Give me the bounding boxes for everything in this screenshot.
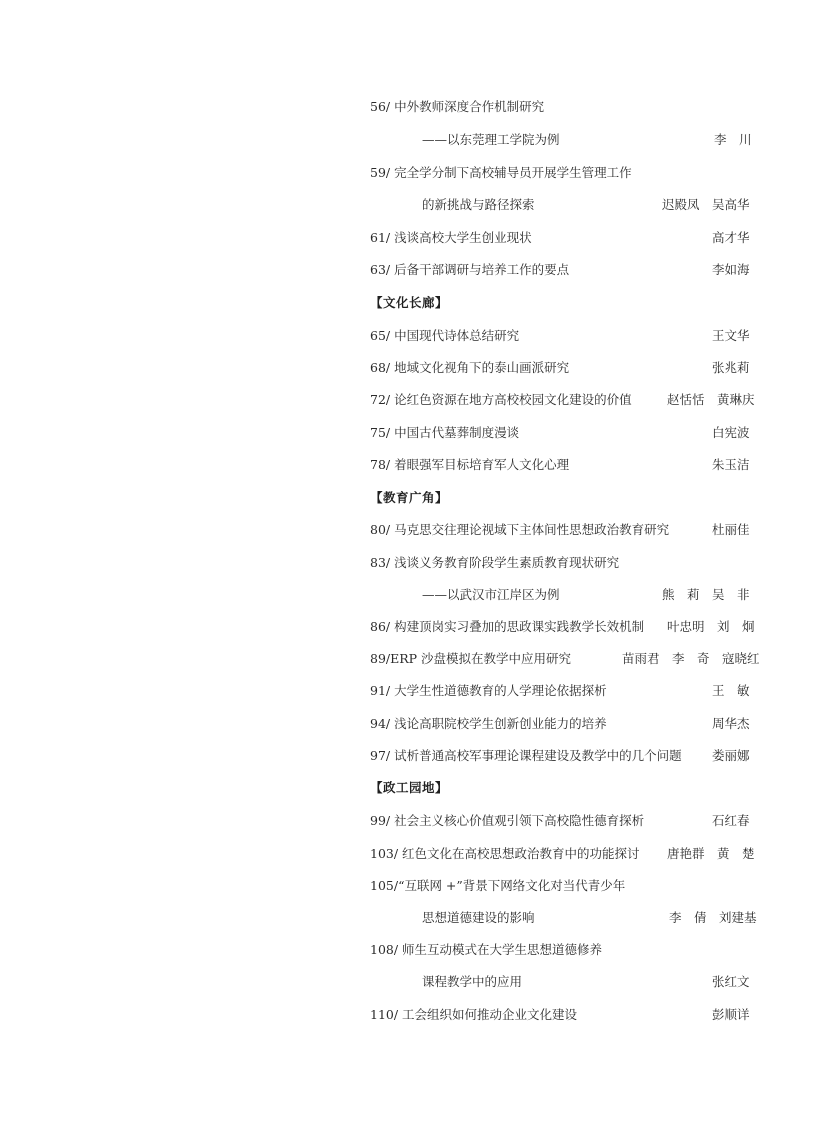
toc-entry [370, 713, 757, 735]
entry-author: 张红文 [712, 974, 750, 989]
entry-title: 86/ 构建顶岗实习叠加的思政课实践教学长效机制 [370, 619, 645, 634]
entry-author: 白宪波 [712, 425, 750, 440]
entry-title: 72/ 论红色资源在地方高校校园文化建设的价值 [370, 392, 632, 407]
entry-title: ——以东莞理工学院为例 [422, 132, 560, 147]
toc-entry [370, 227, 757, 249]
toc-entry [370, 680, 757, 702]
entry-title: 思想道德建设的影响 [422, 910, 535, 925]
entry-title: 94/ 浅论高职院校学生创新创业能力的培养 [370, 716, 607, 731]
entry-title: 105/“互联网 +”背景下网络文化对当代青少年 [370, 878, 626, 893]
entry-author: 李 川 [714, 132, 752, 147]
toc-entry [422, 971, 757, 993]
entry-author: 李 倩 刘建基 [669, 910, 757, 925]
toc-entry [370, 616, 757, 638]
entry-title: 63/ 后备干部调研与培养工作的要点 [370, 262, 570, 277]
toc-entry [370, 519, 757, 541]
entry-title: 59/ 完全学分制下高校辅导员开展学生管理工作 [370, 165, 632, 180]
entry-title: ——以武汉市江岸区为例 [422, 587, 560, 602]
entry-author: 唐艳群 黄 楚 [667, 846, 755, 861]
entry-title: 78/ 着眼强军目标培育军人文化心理 [370, 457, 570, 472]
entry-title: 75/ 中国古代墓葬制度漫谈 [370, 425, 520, 440]
toc-entry [422, 907, 757, 929]
toc-entry [370, 1004, 757, 1026]
toc-entry [370, 422, 757, 444]
entry-title: 的新挑战与路径探索 [422, 197, 535, 212]
toc-entry [370, 389, 757, 411]
entry-author: 熊 莉 吴 非 [662, 587, 750, 602]
toc-entry [422, 194, 757, 216]
section-heading: 【政工园地】 [370, 780, 449, 795]
entry-author: 苗雨君 李 奇 寇晓红 [622, 651, 760, 666]
entry-author: 娄丽娜 [712, 748, 750, 763]
toc-entry [370, 810, 757, 832]
entry-author: 迟殿凤 吴高华 [662, 197, 750, 212]
entry-title: 89/ERP 沙盘模拟在教学中应用研究 [370, 651, 572, 666]
toc-entry [370, 648, 760, 670]
entry-author: 王 敏 [712, 683, 750, 698]
entry-title: 65/ 中国现代诗体总结研究 [370, 328, 520, 343]
toc-entry [370, 843, 757, 865]
entry-title: 97/ 试析普通高校军事理论课程建设及教学中的几个问题 [370, 748, 682, 763]
toc-entry [370, 259, 757, 281]
entry-title: 课程教学中的应用 [422, 974, 523, 989]
entry-author: 朱玉洁 [712, 457, 750, 472]
entry-author: 王文华 [712, 328, 750, 343]
toc-entry [370, 745, 757, 767]
entry-author: 叶忠明 刘 炯 [667, 619, 755, 634]
entry-author: 张兆莉 [712, 360, 750, 375]
section-heading: 【文化长廊】 [370, 295, 449, 310]
toc-entry [422, 584, 757, 606]
entry-title: 83/ 浅谈义务教育阶段学生素质教育现状研究 [370, 555, 620, 570]
entry-author: 杜丽佳 [712, 522, 750, 537]
entry-author: 高才华 [712, 230, 750, 245]
entry-title: 56/ 中外教师深度合作机制研究 [370, 99, 545, 114]
entry-title: 61/ 浅谈高校大学生创业现状 [370, 230, 532, 245]
toc-entry [370, 357, 757, 379]
entry-title: 110/ 工会组织如何推动企业文化建设 [370, 1007, 578, 1022]
section-heading: 【教育广角】 [370, 490, 449, 505]
entry-author: 彭顺详 [712, 1007, 750, 1022]
toc-entry [370, 454, 757, 476]
entry-title: 103/ 红色文化在高校思想政治教育中的功能探讨 [370, 846, 640, 861]
entry-author: 周华杰 [712, 716, 750, 731]
entry-author: 石红春 [712, 813, 750, 828]
entry-title: 91/ 大学生性道德教育的人学理论依据探析 [370, 683, 607, 698]
entry-title: 80/ 马克思交往理论视域下主体间性思想政治教育研究 [370, 522, 670, 537]
entry-author: 李如海 [712, 262, 750, 277]
entry-title: 68/ 地域文化视角下的泰山画派研究 [370, 360, 570, 375]
toc-entry [370, 325, 757, 347]
entry-author: 赵恬恬 黄琳庆 [667, 392, 755, 407]
entry-title: 108/ 师生互动模式在大学生思想道德修养 [370, 942, 603, 957]
toc-entry [422, 129, 757, 151]
entry-title: 99/ 社会主义核心价值观引领下高校隐性德育探析 [370, 813, 645, 828]
